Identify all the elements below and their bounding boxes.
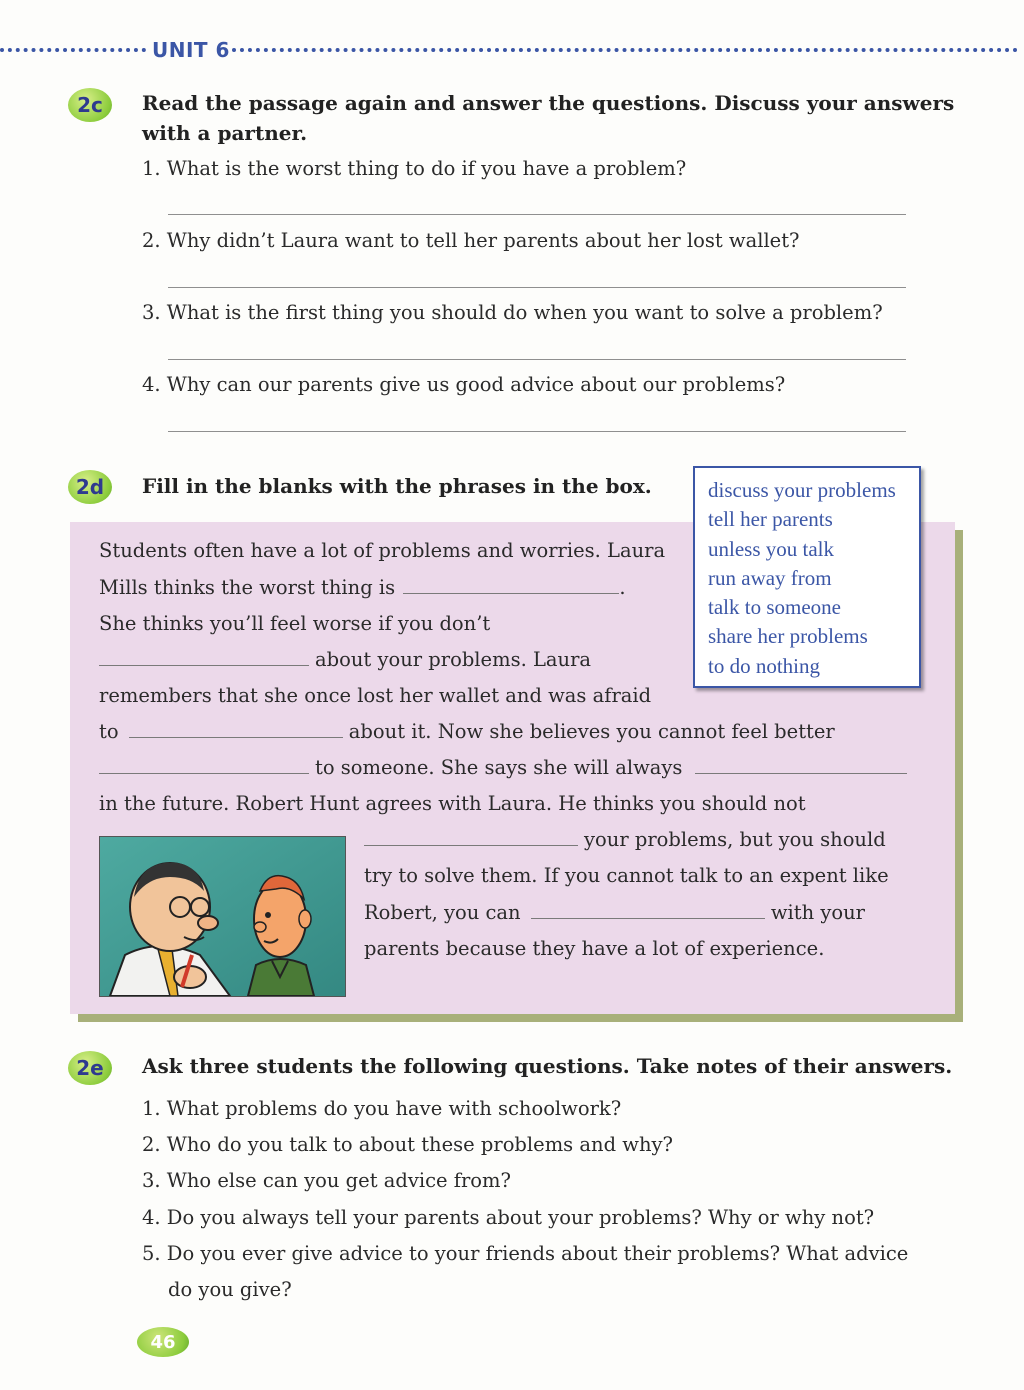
phrase-item: to do nothing [708,653,821,678]
question-2c-2: 2. Why didn’t Laura want to tell her parents about her lost wallet? [142,229,800,252]
passage-line-6-text-b: about it. Now she believes you cannot feel better [348,720,835,743]
passage-line-11-text-a: Robert, you can [364,901,521,924]
passage-line-7 [99,755,907,781]
question-2e-5: 5. Do you ever give advice to your friends about their problems? What advice [142,1242,909,1265]
phrase-item: talk to someone [708,595,841,620]
passage-line-2 [99,575,626,601]
question-2c-3: 3. What is the first thing you should do when you want to solve a problem? [142,301,883,324]
blank-5[interactable] [695,755,907,774]
passage-line-4 [99,647,591,673]
answer-line-2c-4[interactable] [168,431,906,432]
unit-label: UNIT 6 [152,38,230,62]
exercise-badge-2d: 2d [68,470,112,504]
question-2e-2: 2. Who do you talk to about these problems and why? [142,1133,673,1156]
instruction-2c-line2: with a partner. [142,121,308,145]
question-2c-4: 4. Why can our parents give us good advice about our problems? [142,373,786,396]
passage-line-9-text: your problems, but you should [584,828,886,851]
exercise-badge-2e: 2e [68,1051,112,1085]
passage-line-3: She thinks you’ll feel worse if you don’t [99,612,491,635]
blank-7[interactable] [531,900,765,919]
answer-line-2c-2[interactable] [168,287,906,288]
passage-line-7-text: to someone. She says she will always [315,756,683,779]
blank-1[interactable] [403,575,619,594]
passage-line-6 [99,719,835,745]
question-2c-1: 1. What is the worst thing to do if you have a problem? [142,157,687,180]
header-dots-right [232,48,1018,52]
passage-line-5: remembers that she once lost her wallet and was afraid [99,684,652,707]
blank-3[interactable] [129,719,343,738]
passage-line-2-text: Mills thinks the worst thing is [99,576,396,599]
passage-line-6-text-a: to [99,720,119,743]
instruction-2d: Fill in the blanks with the phrases in the box. [142,474,652,498]
answer-line-2c-1[interactable] [168,214,906,215]
passage-line-11 [364,900,865,926]
phrase-item: tell her parents [708,507,833,532]
exercise-badge-2c: 2c [68,88,112,122]
phrase-item: discuss your problems [708,478,896,502]
phrase-item: share her problems [708,624,868,649]
passage-line-1: Students often have a lot of problems and worries. Laura [99,539,666,562]
blank-2[interactable] [99,647,309,666]
question-2e-4: 4. Do you always tell your parents about your problems? Why or why not? [142,1206,875,1229]
question-2e-1: 1. What problems do you have with schoolwork? [142,1097,622,1120]
passage-line-4-text: about your problems. Laura [315,648,592,671]
unit-header [0,38,1024,62]
instruction-2e: Ask three students the following questions. Take notes of their answers. [142,1054,953,1078]
blank-6[interactable] [364,827,578,846]
passage-line-12: parents because they have a lot of experience. [364,937,825,960]
passage-line-11-text-b: with your [770,901,865,924]
question-2e-3: 3. Who else can you get advice from? [142,1169,511,1192]
phrase-item: run away from [708,565,832,590]
header-dots-left [0,48,146,52]
passage-line-8: in the future. Robert Hunt agrees with Laura. He thinks you should not [99,792,806,815]
page-number-badge: 46 [137,1327,189,1357]
answer-line-2c-3[interactable] [168,359,906,360]
blank-4[interactable] [99,755,309,774]
illustration-two-men-talking [99,836,346,997]
instruction-2c-line1: Read the passage again and answer the questions. Discuss your answers [142,91,955,115]
phrase-item: unless you talk [708,536,834,561]
phrase-box [693,466,921,688]
question-2e-5-cont: do you give? [168,1278,292,1301]
passage-line-10: try to solve them. If you cannot talk to an expent like [364,864,889,887]
passage-line-9 [364,827,886,853]
passage-line-2-period: . [619,576,626,599]
